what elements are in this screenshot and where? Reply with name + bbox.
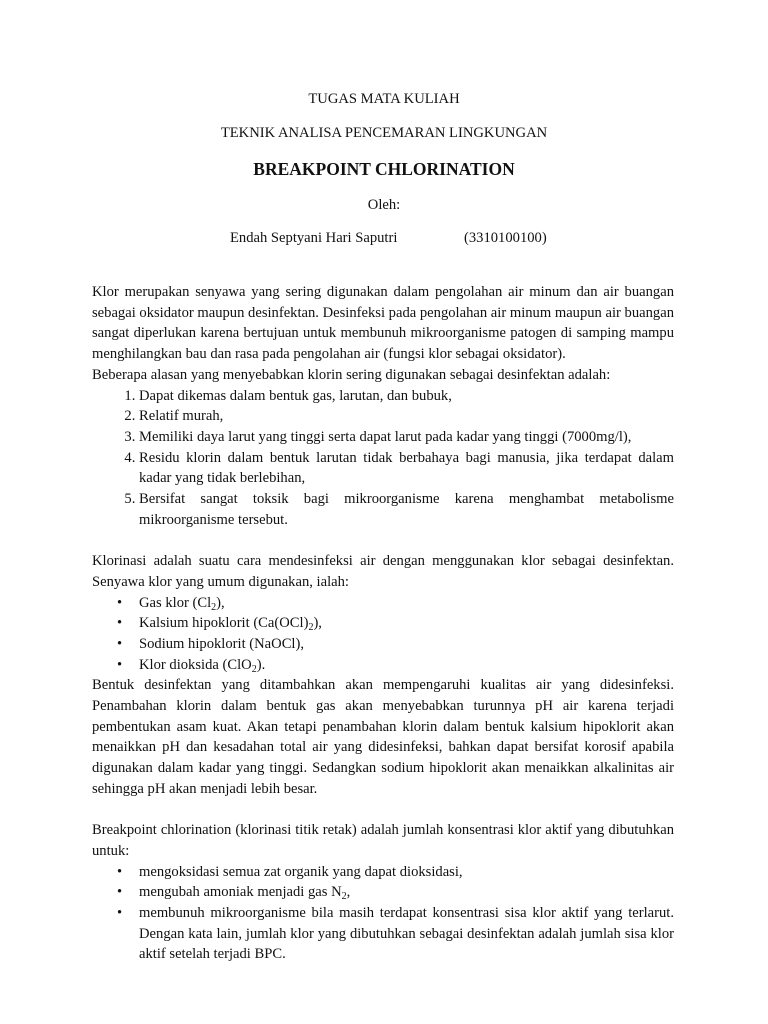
subject-heading: TEKNIK ANALISA PENCEMARAN LINGKUNGAN	[220, 125, 548, 141]
chlorination-intro: Klorinasi adalah suatu cara mendesinfeksi air dengan menggunakan klor sebagai desinfektan. Senyawa klor yang umum digunakan, ialah:	[92, 553, 674, 590]
paragraph-intro: Klor merupakan senyawa yang sering digunakan dalam pengolahan air minum dan air buangan sebagai oksidator maupun desinfektan. Desinfeksi pada pengolahan air minum maupun air buangan sangat diperlukan karena bertujuan untuk membunuh mikroorganisme patogen di samping mampu menghilangkan bau dan rasa pada pengolahan air (fungsi klor sebagai oksidator).	[92, 284, 674, 363]
reasons-intro: Beberapa alasan yang menyebabkan klorin sering digunakan sebagai desinfektan adalah:	[92, 366, 611, 383]
compound-list	[92, 593, 674, 676]
list-item: 5. Bersifat sangat toksik bagi mikroorganisme karena menghambat metabolisme mikroorganisme tersebut.	[139, 489, 674, 530]
list-item: • Sodium hipoklorit (NaOCl),	[139, 634, 674, 655]
document-title: BREAKPOINT CHLORINATION	[253, 159, 515, 179]
list-item: 3. Memiliki daya larut yang tinggi serta dapat larut pada kadar yang tinggi (7000mg/l),	[139, 427, 674, 448]
list-item: • mengubah amoniak menjadi gas $N_2$,	[139, 882, 674, 903]
disinfectant-paragraph: Bentuk desinfektan yang ditambahkan akan mempengaruhi kualitas air yang didesinfeksi. Penambahan klorin dalam bentuk gas akan menyebabkan turunnya pH air karena terjadi pembentukan asam kuat. Akan tetapi penambahan klorin dalam bentuk kalsium hipoklorit akan menaikkan pH dan kesadahan total air yang didesinfeksi, bahkan dapat bersifat korosif apabila digunakan dalam kadar yang tinggi. Sedangkan sodium hipoklorit akan menaikkan alkalinitas air sehingga pH akan menjadi lebih besar.	[92, 677, 674, 797]
author-name: Endah Septyani Hari Saputri	[230, 230, 398, 246]
breakpoint-list	[92, 862, 674, 966]
list-item: • membunuh mikroorganisme bila masih terdapat konsentrasi sisa klor aktif yang terlarut. Dengan kata lain, jumlah klor yang dibutuhkan sebagai desinfektan adalah jumlah sisa klor aktif setelah terjadi BPC.	[139, 903, 674, 965]
breakpoint-intro: Breakpoint chlorination (klorinasi titik retak) adalah jumlah konsentrasi klor aktif yang dibutuhkan untuk:	[92, 822, 674, 859]
reasons-list	[92, 386, 674, 531]
paragraph-gap	[92, 530, 674, 551]
author-line	[230, 230, 547, 247]
list-item: • Gas klor $(Cl_2)$,	[139, 593, 674, 614]
paragraph-gap	[92, 800, 674, 821]
course-heading: TUGAS MATA KULIAH	[308, 91, 460, 107]
list-item: • mengoksidasi semua zat organik yang dapat dioksidasi,	[139, 862, 674, 883]
list-item: • Kalsium hipoklorit $(Ca(OCl)_2)$,	[139, 613, 674, 634]
document-body	[92, 282, 674, 965]
list-item: 1. Dapat dikemas dalam bentuk gas, larutan, dan bubuk,	[139, 386, 674, 407]
list-item: 2. Relatif murah,	[139, 406, 674, 427]
author-id: (3310100100)	[464, 230, 547, 246]
list-item: • Klor dioksida (ClO$_2$).	[139, 655, 674, 676]
list-item: 4. Residu klorin dalam bentuk larutan tidak berbahaya bagi manusia, jika terdapat dalam kadar yang tidak berlebihan,	[139, 448, 674, 489]
by-label: Oleh:	[367, 197, 401, 213]
